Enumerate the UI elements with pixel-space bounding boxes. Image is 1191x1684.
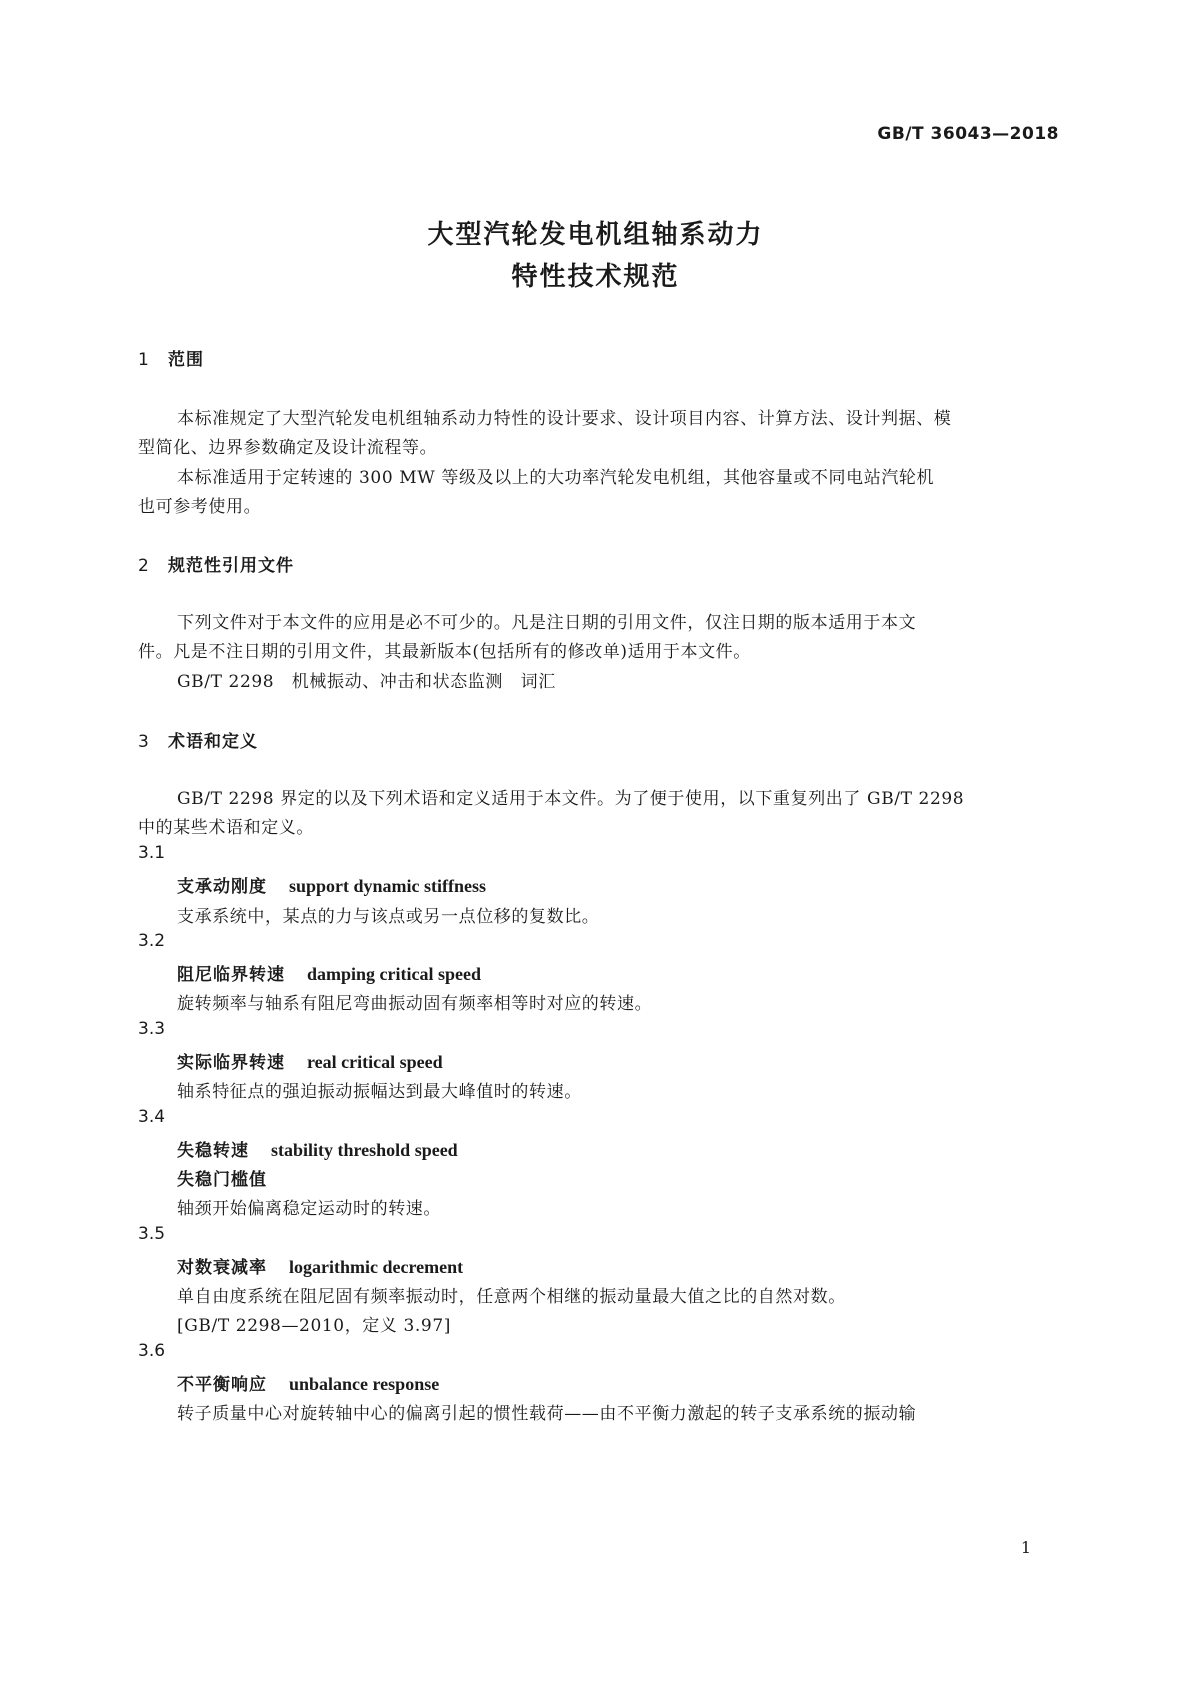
- term-definition: 轴系特征点的强迫振动振幅达到最大峰值时的转速。: [177, 1082, 582, 1102]
- section-number: 2: [138, 556, 150, 576]
- term-en: logarithmic decrement: [289, 1257, 464, 1277]
- term-zh: 不平衡响应: [177, 1375, 267, 1395]
- term-en: support dynamic stiffness: [289, 876, 487, 896]
- term-en: stability threshold speed: [271, 1140, 458, 1160]
- paragraph-line: 型简化、边界参数确定及设计流程等。: [138, 438, 438, 458]
- term-definition: 转子质量中心对旋转轴中心的偏离引起的惯性载荷——由不平衡力激起的转子支承系统的振动输: [177, 1404, 917, 1424]
- term-entry: [177, 960, 481, 985]
- term-entry: [177, 872, 486, 897]
- term-en: damping critical speed: [307, 964, 481, 984]
- section-2-heading: [138, 551, 294, 576]
- section-3-heading: [138, 727, 258, 752]
- section-title: 范围: [168, 350, 204, 370]
- term-definition: 轴颈开始偏离稳定运动时的转速。: [177, 1199, 441, 1219]
- term-number: 3.1: [138, 843, 166, 863]
- term-en: unbalance response: [289, 1374, 440, 1394]
- paragraph-line: 中的某些术语和定义。: [138, 818, 314, 838]
- term-zh: 阻尼临界转速: [177, 965, 285, 985]
- normative-reference: GB/T 2298 机械振动、冲击和状态监测 词汇: [177, 672, 556, 692]
- term-number: 3.3: [138, 1019, 166, 1039]
- term-zh: 对数衰减率: [177, 1258, 267, 1278]
- term-number: 3.6: [138, 1341, 166, 1361]
- term-definition: 旋转频率与轴系有阻尼弯曲振动固有频率相等时对应的转速。: [177, 994, 653, 1014]
- term-number: 3.4: [138, 1107, 166, 1127]
- term-entry: [177, 1136, 458, 1161]
- term-entry: [177, 1048, 443, 1073]
- term-zh: 支承动刚度: [177, 877, 267, 897]
- paragraph-line: 本标准规定了大型汽轮发电机组轴系动力特性的设计要求、设计项目内容、计算方法、设计判据、模: [177, 409, 952, 429]
- section-1-heading: [138, 345, 204, 370]
- term-number: 3.5: [138, 1224, 166, 1244]
- term-source: [GB/T 2298—2010，定义 3.97]: [177, 1316, 451, 1336]
- term-entry: [177, 1253, 463, 1278]
- section-title: 规范性引用文件: [168, 556, 294, 576]
- section-title: 术语和定义: [168, 732, 258, 752]
- page-number: 1: [1020, 1538, 1031, 1557]
- term-number: 3.2: [138, 931, 166, 951]
- document-title-line2: 特性技术规范: [511, 262, 680, 292]
- term-alt-entry: [177, 1165, 289, 1190]
- term-zh: 实际临界转速: [177, 1053, 285, 1073]
- document-title-line1: 大型汽轮发电机组轴系动力: [427, 220, 764, 250]
- section-number: 1: [138, 350, 150, 370]
- section-number: 3: [138, 732, 150, 752]
- paragraph-line: 本标准适用于定转速的 300 MW 等级及以上的大功率汽轮发电机组，其他容量或不同电站汽轮机: [177, 468, 935, 488]
- paragraph-line: 下列文件对于本文件的应用是必不可少的。凡是注日期的引用文件，仅注日期的版本适用于本文: [177, 613, 917, 633]
- term-en: real critical speed: [307, 1052, 443, 1072]
- paragraph-line: 也可参考使用。: [138, 497, 262, 517]
- paragraph-line: 件。凡是不注日期的引用文件，其最新版本(包括所有的修改单)适用于本文件。: [138, 642, 751, 662]
- term-definition: 单自由度系统在阻尼固有频率振动时，任意两个相继的振动量最大值之比的自然对数。: [177, 1287, 846, 1307]
- term-zh: 失稳转速: [177, 1141, 249, 1161]
- standard-code: GB/T 36043—2018: [877, 124, 1059, 144]
- term-definition: 支承系统中，某点的力与该点或另一点位移的复数比。: [177, 907, 600, 927]
- term-entry: [177, 1370, 439, 1395]
- paragraph-line: GB/T 2298 界定的以及下列术语和定义适用于本文件。为了便于使用，以下重复列出了 GB/T 2298: [177, 789, 965, 809]
- term-alt-zh: 失稳门槛值: [177, 1170, 267, 1190]
